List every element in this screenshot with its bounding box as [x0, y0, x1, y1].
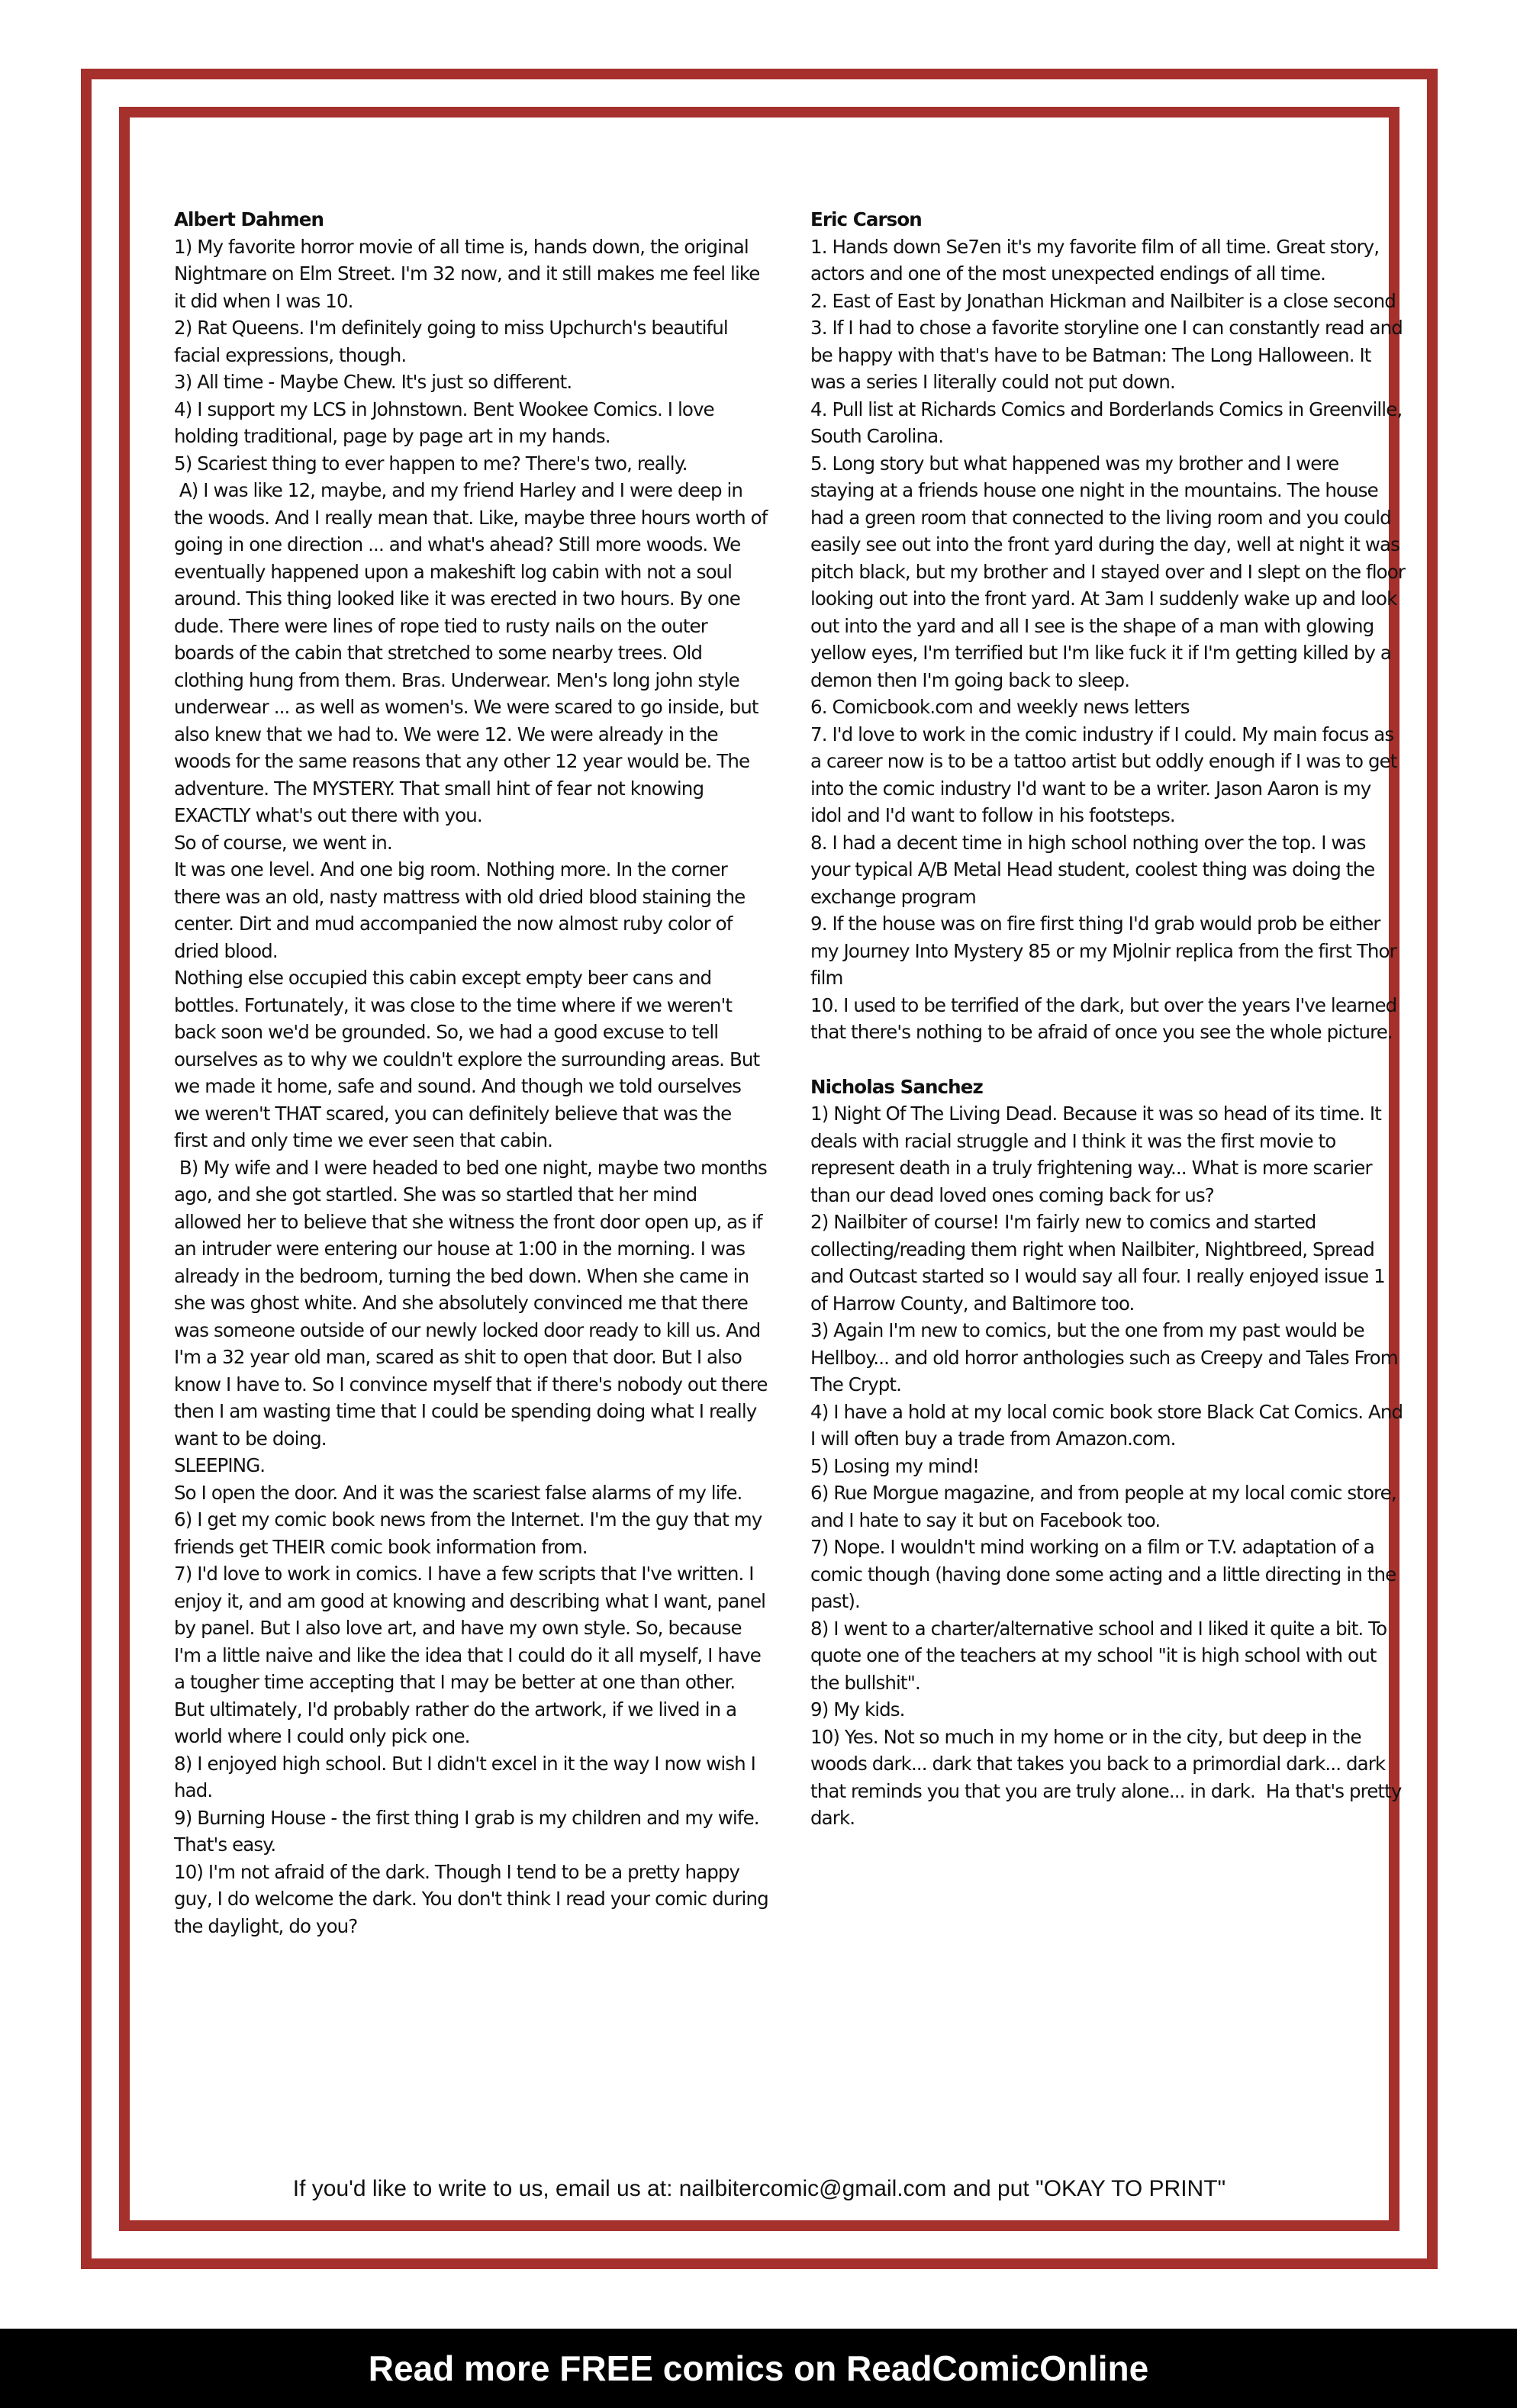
answer-paragraph: 3) All time - Maybe Chew. It's just so different.: [174, 371, 572, 393]
answer-paragraph: 9. If the house was on fire first thing I'd grab would prob be either my Journey Into Mystery 85 or my Mjolnir replica from the first Thor film: [810, 913, 1402, 989]
answer-paragraph: 10) I'm not afraid of the dark. Though I tend to be a pretty happy guy, I do welcome the dark. You don't think I read your comic during the daylight, do you?: [174, 1860, 774, 1937]
answer-paragraph: B) My wife and I were headed to bed one night, maybe two months ago, and she got startled. She was so startled that her mind allowed her to believe that she witness the front door open up, as if an intruder were entering our house at 1:00 in the morning. I was already in the bedroom, turning the bed down. When she came in she was ghost white. And she absolutely convinced me that there was someone outside of our newly locked door ready to kill us. And I'm a 32 year old man, scared as shit to open that door. But I also know I have to. So I convince myself that if there's nobody out there then I am wasting time that I could be spending doing what I really want to be doing.: [174, 1156, 773, 1450]
answer-paragraph: 7) I'd love to work in comics. I have a few scripts that I've written. I enjoy it, and am good at knowing and describing what I want, panel by panel. But I also love art, and have my own style. So, because I'm a little naive and like the idea that I could do it all myself, I have a tougher time accepting that I may be better at one than other. But ultimately, I'd probably rather do the artwork, if we lived in a world where I could only pick one.: [174, 1563, 771, 1747]
answer-paragraph: 10. I used to be terrified of the dark, but over the years I've learned that there's nothing to be afraid of once you see the whole picture.: [810, 993, 1403, 1043]
answer-paragraph: So I open the door. And it was the scariest false alarms of my life.: [174, 1481, 742, 1504]
answer-paragraph: SLEEPING.: [174, 1454, 266, 1476]
answer-paragraph: 4) I support my LCS in Johnstown. Bent Wookee Comics. I love holding traditional, page by page art in my hands.: [174, 398, 720, 447]
respondent-name: Eric Carson: [810, 208, 922, 230]
answer-paragraph: 1. Hands down Se7en it's my favorite film of all time. Great story, actors and one of the most unexpected endings of all time.: [810, 235, 1385, 285]
left-column: [174, 206, 774, 1967]
answer-paragraph: 3. If I had to chose a favorite storyline one I can constantly read and be happy with that's have to be Batman: The Long Halloween. It was a series I literally could not put down.: [810, 317, 1408, 393]
footer-note: If you'd like to write to us, email us at: nailbitercomic@gmail.com and put "OKAY TO PRINT": [292, 2176, 1226, 2201]
answer-paragraph: 5. Long story but what happened was my brother and I were staying at a friends house one night in the mountains. The house had a green room that connected to the living room and you could easily see out into the front yard during the day, well at night it was pitch black, but my brother and I stayed over and I slept on the floor looking out into the front yard. At 3am I suddenly wake up and look out into the yard and all I see is the shape of a man with glowing yellow eyes, I'm terrified but I'm like fuck it if I'm getting killed by a demon then I'm going back to sleep.: [810, 452, 1410, 691]
answer-paragraph: 9) My kids.: [810, 1698, 905, 1721]
letter-entry: [810, 206, 1410, 1046]
answer-paragraph: 8) I went to a charter/alternative school and I liked it quite a bit. To quote one of the teachers at my school "it is high school with out the bullshit".: [810, 1617, 1393, 1694]
read-more-banner[interactable]: Read more FREE comics on ReadComicOnline: [0, 2329, 1517, 2408]
letter-entry: [174, 206, 774, 1940]
respondent-name: Albert Dahmen: [174, 208, 324, 230]
answer-paragraph: 4) I have a hold at my local comic book store Black Cat Comics. And I will often buy a trade from Amazon.com.: [810, 1400, 1409, 1450]
answer-paragraph: A) I was like 12, maybe, and my friend Harley and I were deep in the woods. And I really mean that. Like, maybe three hours worth of going in one direction ... and what's ahead? Still more woods. We eventually happened upon a makeshift log cabin with not a soul around. This thing looked like it was erected in two hours. By one dude. There were lines of rope tied to rusty nails on the outer boards of the cabin that stretched to some nearby trees. Old clothing hung from them. Bras. Underwear. Men's long john style underwear ... as well as women's. We were scared to go inside, but also knew that we had to. We were 12. We were already in the woods for the same reasons that any other 12 year would be. The adventure. The MYSTERY. That small hint of fear not knowing EXACTLY what's out there with you.: [174, 479, 773, 826]
answer-paragraph: 8. I had a decent time in high school nothing over the top. I was your typical A/B Metal Head student, coolest thing was doing the exchange program: [810, 831, 1380, 908]
answer-paragraph: 6. Comicbook.com and weekly news letters: [810, 696, 1190, 718]
answer-paragraph: 6) I get my comic book news from the Internet. I'm the guy that my friends get THEIR comic book information from.: [174, 1508, 768, 1558]
answer-paragraph: It was one level. And one big room. Nothing more. In the corner there was an old, nasty mattress with old dried blood staining the center. Dirt and mud accompanied the now almost ruby color of dried blood.: [174, 858, 751, 962]
answer-paragraph: 2) Nailbiter of course! I'm fairly new to comics and started collecting/reading them right when Nailbiter, Nightbreed, Spread and Outcast started so I would say all four. I really enjoyed issue 1 of Harrow County, and Baltimore too.: [810, 1211, 1390, 1315]
answer-paragraph: 9) Burning House - the first thing I grab is my children and my wife. That's easy.: [174, 1806, 765, 1856]
answer-paragraph: 4. Pull list at Richards Comics and Borderlands Comics in Greenville, South Carolina.: [810, 398, 1408, 447]
right-column: [810, 206, 1410, 1859]
respondent-name: Nicholas Sanchez: [810, 1075, 983, 1098]
answer-paragraph: 5) Losing my mind!: [810, 1454, 980, 1477]
answer-paragraph: 10) Yes. Not so much in my home or in the city, but deep in the woods dark... dark that takes you back to a primordial dark... dark that reminds you that you are truly alone... in dark. Ha that's pretty dark.: [810, 1725, 1407, 1829]
answer-paragraph: Nothing else occupied this cabin except empty beer cans and bottles. Fortunately, it was close to the time where if we weren't back soon we'd be grounded. So, we had a good excuse to tell ourselves as to why we couldn't explore the surrounding areas. But we made it home, safe and sound. And though we told ourselves we weren't THAT scared, you can definitely believe that was the first and only time we ever seen that cabin.: [174, 967, 765, 1151]
answer-paragraph: 2) Rat Queens. I'm definitely going to miss Upchurch's beautiful facial expressions, though.: [174, 317, 733, 366]
answer-paragraph: 7) Nope. I wouldn't mind working on a film or T.V. adaptation of a comic though (having done some acting and a little directing in the past).: [810, 1536, 1402, 1612]
answer-paragraph: 1) My favorite horror movie of all time is, hands down, the original Nightmare on Elm Street. I'm 32 now, and it still makes me feel like it did when I was 10.: [174, 235, 765, 312]
answer-paragraph: 6) Rue Morgue magazine, and from people at my local comic store, and I hate to say it but on Facebook too.: [810, 1482, 1402, 1531]
letter-entry: [810, 1074, 1409, 1832]
answer-paragraph: 3) Again I'm new to comics, but the one from my past would be Hellboy... and old horror anthologies such as Creepy and Tales From The Crypt.: [810, 1319, 1403, 1396]
answer-paragraph: 7. I'd love to work in the comic industry if I could. My main focus as a career now is to be a tattoo artist but oddly enough if I was to get into the comic industry I'd want to be a writer. Jason Aaron is my idol and I'd want to follow in his footsteps.: [810, 723, 1403, 826]
answer-paragraph: 1) Night Of The Living Dead. Because it was so head of its time. It deals with racial struggle and I think it was the first movie to represent death in a truly frightening way... What is more scarier than our dead loved ones coming back for us?: [810, 1103, 1387, 1206]
answer-paragraph: 5) Scariest thing to ever happen to me? There's two, really.: [174, 452, 688, 475]
answer-paragraph: 8) I enjoyed high school. But I didn't excel in it the way I now wish I had.: [174, 1752, 761, 1801]
answer-paragraph: 2. East of East by Jonathan Hickman and Nailbiter is a close second: [810, 289, 1396, 312]
answer-paragraph: So of course, we went in.: [174, 831, 392, 854]
